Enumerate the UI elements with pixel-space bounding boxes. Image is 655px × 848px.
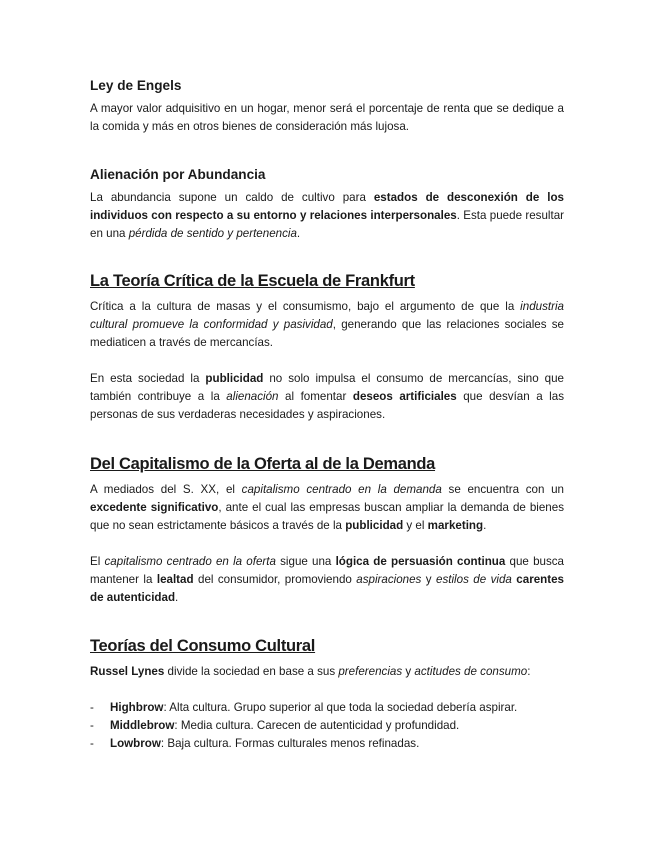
paragraph-consumo-intro: Russel Lynes divide la sociedad en base a sus preferencias y actitudes de consumo: [90, 665, 531, 678]
paragraph-capitalismo-2: El capitalismo centrado en la oferta sigue una lógica de persuasión continua que busca mantener la lealtad del consumidor, promoviendo aspiraciones y estilos de vida carentes de autenticidad. [90, 555, 565, 604]
section-capitalismo [90, 453, 564, 607]
paragraph-frankfurt-2: En esta sociedad la publicidad no solo impulsa el consumo de mercancías, sino que también contribuye a la alienación al fomentar deseos artificiales que desvían a las personas de sus verdaderas necesidades y aspiraciones. [90, 372, 564, 421]
list-item-middlebrow: - Middlebrow: Media cultura. Carecen de autenticidad y profundidad. [90, 719, 460, 732]
section-alienacion [90, 166, 564, 243]
paragraph-alienacion: La abundancia supone un caldo de cultivo para estados de desconexión de los individuos con respecto a su entorno y relaciones interpersonales. Esta puede resultar en una pérdida de sentido y pertenencia. [90, 191, 565, 240]
heading-ley-engels: Ley de Engels [90, 78, 182, 93]
list-item-highbrow: - Highbrow: Alta cultura. Grupo superior al que toda la sociedad debería aspirar. [90, 701, 518, 714]
paragraph-capitalismo-1: A mediados del S. XX, el capitalismo centrado en la demanda se encuentra con un excedente significativo, ante el cual las empresas buscan ampliar la demanda de bienes que no sean estrictamente básicos a través de la publicidad y el marketing. [90, 483, 565, 532]
section-consumo-cultural [90, 635, 564, 753]
list-lynes-categories [90, 699, 564, 753]
heading-consumo-cultural: Teorías del Consumo Cultural [90, 637, 316, 655]
paragraph-frankfurt-1: Crítica a la cultura de masas y el consumismo, bajo el argumento de que la industria cultural promueve la conformidad y pasividad, generando que las relaciones sociales se mediaticen a través de mercancías. [90, 300, 565, 349]
heading-frankfurt: La Teoría Crítica de la Escuela de Frankfurt [90, 272, 415, 290]
paragraph-engels: A mayor valor adquisitivo en un hogar, menor será el porcentaje de renta que se dedique a la comida y más en otros bienes de consideración más lujosa. [90, 102, 564, 133]
section-ley-engels [90, 77, 564, 136]
heading-capitalismo: Del Capitalismo de la Oferta al de la Demanda [90, 455, 436, 473]
section-frankfurt [90, 270, 564, 424]
list-item-lowbrow: - Lowbrow: Baja cultura. Formas culturales menos refinadas. [90, 737, 420, 750]
heading-alienacion: Alienación por Abundancia [90, 167, 266, 182]
